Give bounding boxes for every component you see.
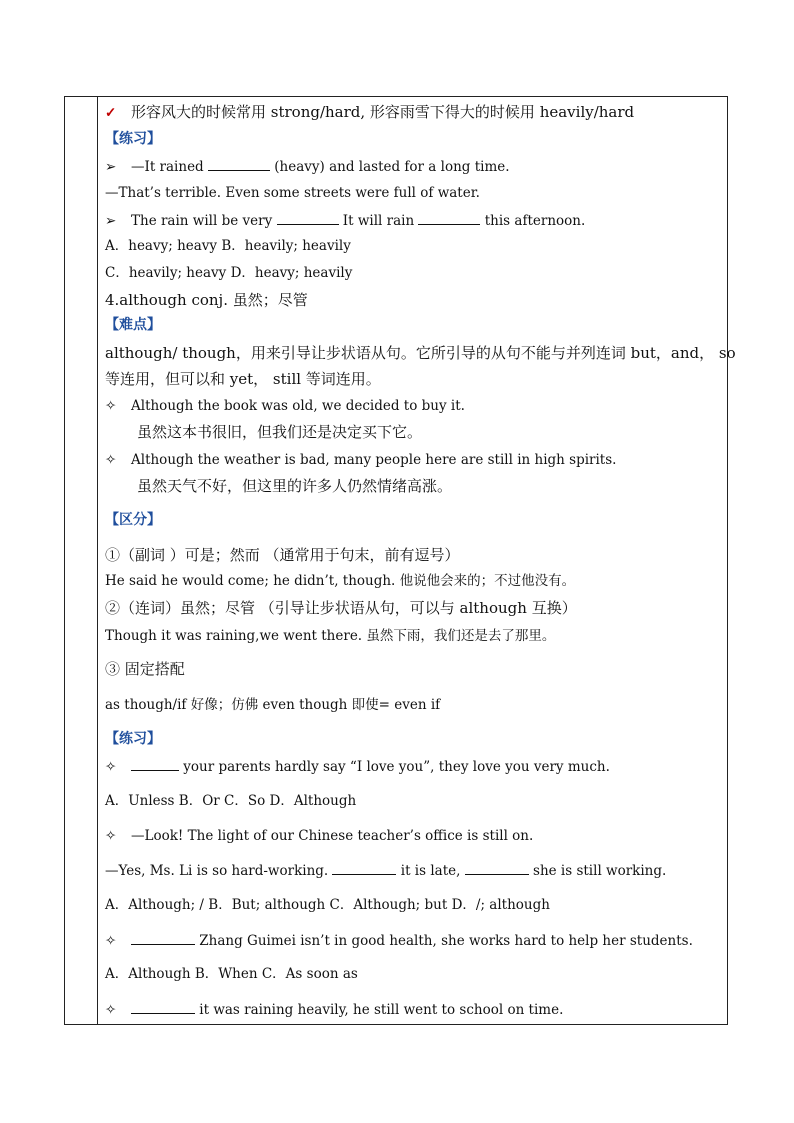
exercise-line: ➢ —It rained (heavy) and lasted for a long time. <box>105 159 510 175</box>
arrow-bullet-icon: ➢ <box>105 213 117 229</box>
exercise-line: ✧ —Look! The light of our Chinese teacher’s office is still on. <box>105 828 534 844</box>
answer-blank[interactable] <box>277 211 339 225</box>
section-heading-difficulty: 【难点】 <box>105 317 161 333</box>
left-column <box>65 97 98 1024</box>
options-line: A．Although B．When C．As soon as <box>105 966 358 982</box>
exercise-line: ✧ it was raining heavily, he still went to school on time. <box>105 1002 564 1018</box>
options-line: A．Although; / B．But; although C．Although; but D．/; although <box>105 897 550 913</box>
explanation-line: 等连用，但可以和 yet， still 等词连用。 <box>105 370 381 388</box>
fixed-phrases-line: as though/if 好像；仿佛 even though 即使= even if <box>105 697 441 713</box>
section-heading-practice: 【练习】 <box>105 131 161 147</box>
usage-example: Though it was raining,we went there. 虽然下雨，我们还是去了那里。 <box>105 628 556 644</box>
dialogue-line: —That’s terrible. Even some streets were full of water. <box>105 185 480 201</box>
example-line: ✧ Although the book was old, we decided to buy it. <box>105 398 465 414</box>
dialogue-line: —Yes, Ms. Li is so hard-working. it is late, she is still working. <box>105 863 667 879</box>
exercise-line: ➢ The rain will be very It will rain this afternoon. <box>105 213 586 229</box>
answer-blank[interactable] <box>131 1000 195 1014</box>
answer-blank[interactable] <box>332 861 396 875</box>
answer-blank[interactable] <box>131 757 179 771</box>
example-translation: 虽然这本书很旧，但我们还是决定买下它。 <box>137 423 423 441</box>
usage-example: He said he would come; he didn’t, though. 他说他会来的；不过他没有。 <box>105 573 576 589</box>
usage-line: ③ 固定搭配 <box>105 660 185 678</box>
exercise-line: ✧ Zhang Guimei isn’t in good health, she works hard to help her students. <box>105 933 693 949</box>
answer-blank[interactable] <box>418 211 480 225</box>
diamond-bullet-icon: ✧ <box>105 1002 117 1018</box>
options-line: A．heavy; heavy B．heavily; heavily <box>105 238 351 254</box>
answer-blank[interactable] <box>465 861 529 875</box>
tip-line: ✓ 形容风大的时候常用 strong/hard, 形容雨雪下得大的时候用 heavily/hard <box>105 103 635 121</box>
diamond-bullet-icon: ✧ <box>105 759 117 775</box>
diamond-bullet-icon: ✧ <box>105 828 117 844</box>
answer-blank[interactable] <box>131 931 195 945</box>
exercise-line: ✧ your parents hardly say “I love you”, they love you very much. <box>105 759 610 775</box>
example-translation: 虽然天气不好，但这里的许多人仍然情绪高涨。 <box>137 477 453 495</box>
diamond-bullet-icon: ✧ <box>105 398 117 414</box>
usage-line: ①（副词 ）可是；然而 （通常用于句末，前有逗号） <box>105 546 460 564</box>
options-line: C．heavily; heavy D．heavy; heavily <box>105 265 353 281</box>
usage-line: ②（连词）虽然；尽管 （引导让步状语从句，可以与 although 互换） <box>105 599 577 617</box>
section-heading-practice: 【练习】 <box>105 731 161 747</box>
explanation-line: although/ though，用来引导让步状语从句。它所引导的从句不能与并列连词 but，and， so <box>105 344 736 362</box>
diamond-bullet-icon: ✧ <box>105 452 117 468</box>
section-heading-distinction: 【区分】 <box>105 512 161 528</box>
example-line: ✧ Although the weather is bad, many people here are still in high spirits. <box>105 452 617 468</box>
answer-blank[interactable] <box>208 157 270 171</box>
vocab-heading: 4.although conj. 虽然；尽管 <box>105 291 308 309</box>
diamond-bullet-icon: ✧ <box>105 933 117 949</box>
options-line: A．Unless B．Or C．So D．Although <box>105 793 357 809</box>
arrow-bullet-icon: ➢ <box>105 159 117 175</box>
checkmark-icon: ✓ <box>105 105 117 121</box>
